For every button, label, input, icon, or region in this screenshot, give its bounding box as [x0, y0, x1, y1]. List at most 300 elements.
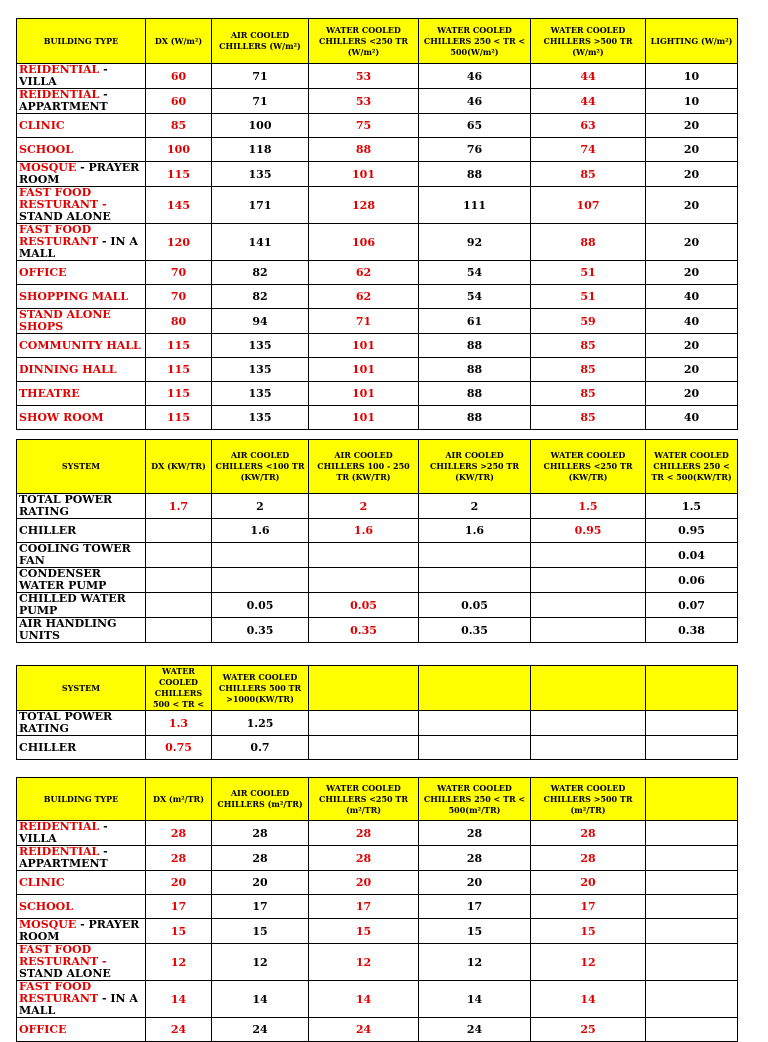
building-type-label: STAND ALONE SHOPS	[19, 308, 111, 333]
value-cell: 17	[212, 895, 309, 919]
value-cell: 80	[146, 309, 212, 334]
value-cell	[309, 543, 419, 568]
value-cell: 88	[419, 162, 531, 187]
value-cell: 65	[419, 114, 531, 138]
value-cell: 44	[531, 64, 646, 89]
value-cell: 20	[646, 114, 738, 138]
value-cell: 14	[146, 981, 212, 1018]
header-cell: WATER COOLED CHILLERS >500 TR (W/m²)	[531, 19, 646, 64]
header-cell: LIGHTING (W/m²)	[646, 19, 738, 64]
building-type-cell	[17, 406, 146, 430]
table-row	[17, 382, 738, 406]
value-cell	[309, 736, 419, 760]
value-cell: 28	[531, 821, 646, 846]
value-cell: 135	[212, 334, 309, 358]
value-cell: 0.75	[146, 736, 212, 760]
value-cell	[212, 543, 309, 568]
building-type-cell	[17, 944, 146, 981]
table-row	[17, 406, 738, 430]
value-cell: 20	[146, 871, 212, 895]
table-row	[17, 138, 738, 162]
table-row	[17, 618, 738, 643]
value-cell: 2	[212, 494, 309, 519]
value-cell: 12	[212, 944, 309, 981]
value-cell: 28	[146, 821, 212, 846]
value-cell: 118	[212, 138, 309, 162]
header-cell: WATER COOLED CHILLERS <250 TR (KW/TR)	[531, 440, 646, 494]
building-type-cell	[17, 138, 146, 162]
header-cell: WATER COOLED CHILLERS <250 TR (W/m²)	[309, 19, 419, 64]
value-cell: 92	[419, 224, 531, 261]
building-type-label: FAST FOOD RESTURANT	[19, 980, 99, 1005]
value-cell: 88	[309, 138, 419, 162]
building-type-label: REIDENTIAL	[19, 820, 100, 833]
value-cell: 53	[309, 64, 419, 89]
table-row	[17, 114, 738, 138]
value-cell: 25	[531, 1018, 646, 1042]
table-header-row	[17, 778, 738, 821]
system-name-cell: TOTAL POWER RATING	[17, 494, 146, 519]
value-cell: 120	[146, 224, 212, 261]
value-cell: 85	[531, 334, 646, 358]
table-row	[17, 871, 738, 895]
table-row	[17, 64, 738, 89]
value-cell: 20	[212, 871, 309, 895]
table-row	[17, 519, 738, 543]
table-row	[17, 944, 738, 981]
value-cell: 12	[531, 944, 646, 981]
value-cell: 40	[646, 406, 738, 430]
value-cell: 61	[419, 309, 531, 334]
value-cell	[646, 944, 738, 981]
value-cell: 101	[309, 406, 419, 430]
building-type-qualifier: - PRAYER ROOM	[19, 161, 140, 186]
value-cell: 88	[419, 406, 531, 430]
value-cell: 20	[646, 187, 738, 224]
value-cell: 24	[212, 1018, 309, 1042]
value-cell: 20	[531, 871, 646, 895]
value-cell: 53	[309, 89, 419, 114]
system-name-cell: COOLING TOWER FAN	[17, 543, 146, 568]
value-cell: 0.05	[212, 593, 309, 618]
header-cell: SYSTEM	[17, 440, 146, 494]
value-cell: 0.95	[531, 519, 646, 543]
building-type-cell	[17, 162, 146, 187]
value-cell: 51	[531, 285, 646, 309]
building-type-cell	[17, 981, 146, 1018]
header-cell: SYSTEM	[17, 666, 146, 711]
building-type-label: THEATRE	[19, 386, 80, 400]
building-type-qualifier: - APPARTMENT	[19, 88, 108, 113]
system-name-cell: CHILLER	[17, 736, 146, 760]
value-cell	[531, 736, 646, 760]
value-cell: 15	[146, 919, 212, 944]
value-cell: 63	[531, 114, 646, 138]
building-type-qualifier: - APPARTMENT	[19, 845, 108, 870]
value-cell: 20	[646, 162, 738, 187]
building-type-qualifier: - IN A MALL	[19, 992, 138, 1017]
value-cell: 24	[309, 1018, 419, 1042]
value-cell: 20	[419, 871, 531, 895]
value-cell: 115	[146, 334, 212, 358]
header-cell: AIR COOLED CHILLERS 100 - 250 TR (KW/TR)	[309, 440, 419, 494]
value-cell: 0.04	[646, 543, 738, 568]
system-name-cell: CONDENSER WATER PUMP	[17, 568, 146, 593]
value-cell: 101	[309, 334, 419, 358]
header-cell: WATER COOLED CHILLERS 500 < TR <	[146, 666, 212, 711]
value-cell: 106	[309, 224, 419, 261]
value-cell: 135	[212, 382, 309, 406]
system-name-cell: AIR HANDLING UNITS	[17, 618, 146, 643]
value-cell: 46	[419, 89, 531, 114]
value-cell: 0.07	[646, 593, 738, 618]
header-cell	[309, 666, 419, 711]
value-cell	[646, 981, 738, 1018]
value-cell	[146, 519, 212, 543]
value-cell: 74	[531, 138, 646, 162]
value-cell	[146, 543, 212, 568]
table-row	[17, 285, 738, 309]
building-type-label: MOSQUE	[19, 161, 77, 174]
building-type-label: OFFICE	[19, 1022, 67, 1036]
header-cell: BUILDING TYPE	[17, 19, 146, 64]
table-row	[17, 494, 738, 519]
building-type-cell	[17, 358, 146, 382]
building-type-qualifier: - VILLA	[19, 63, 108, 88]
building-type-qualifier: - IN A MALL	[19, 235, 138, 260]
header-cell: AIR COOLED CHILLERS (m²/TR)	[212, 778, 309, 821]
value-cell: 51	[531, 261, 646, 285]
value-cell: 28	[309, 846, 419, 871]
table-row	[17, 543, 738, 568]
value-cell	[531, 618, 646, 643]
value-cell: 17	[309, 895, 419, 919]
system-name-cell: TOTAL POWER RATING	[17, 711, 146, 736]
building-type-label: SHOW ROOM	[19, 410, 104, 424]
table-header-row	[17, 440, 738, 494]
value-cell: 62	[309, 261, 419, 285]
value-cell: 12	[419, 944, 531, 981]
value-cell: 85	[531, 358, 646, 382]
table-row	[17, 187, 738, 224]
building-type-label: DINNING HALL	[19, 362, 117, 376]
value-cell: 60	[146, 64, 212, 89]
building-type-label: REIDENTIAL	[19, 845, 100, 858]
value-cell: 20	[646, 261, 738, 285]
value-cell: 71	[309, 309, 419, 334]
table-row	[17, 568, 738, 593]
value-cell: 115	[146, 406, 212, 430]
value-cell	[646, 1018, 738, 1042]
building-type-cell	[17, 261, 146, 285]
value-cell: 1.5	[646, 494, 738, 519]
header-cell: WATER COOLED CHILLERS 500 TR >1000(KW/TR)	[212, 666, 309, 711]
building-type-label: SHOPPING MALL	[19, 289, 129, 303]
value-cell: 115	[146, 162, 212, 187]
value-cell: 14	[309, 981, 419, 1018]
value-cell	[212, 568, 309, 593]
building-type-label: MOSQUE	[19, 918, 77, 931]
building-type-label: FAST FOOD RESTURANT	[19, 223, 99, 248]
table-row	[17, 162, 738, 187]
value-cell: 14	[419, 981, 531, 1018]
building-type-qualifier: - VILLA	[19, 820, 108, 845]
value-cell: 0.38	[646, 618, 738, 643]
building-type-label: REIDENTIAL	[19, 63, 100, 76]
header-cell: AIR COOLED CHILLERS >250 TR (KW/TR)	[419, 440, 531, 494]
value-cell: 28	[212, 846, 309, 871]
value-cell: 28	[531, 846, 646, 871]
value-cell: 15	[419, 919, 531, 944]
building-type-qualifier: STAND ALONE	[19, 967, 111, 980]
table-row	[17, 334, 738, 358]
value-cell: 1.25	[212, 711, 309, 736]
value-cell: 0.95	[646, 519, 738, 543]
building-type-cell	[17, 895, 146, 919]
building-type-cell	[17, 821, 146, 846]
value-cell: 1.6	[212, 519, 309, 543]
value-cell: 14	[212, 981, 309, 1018]
value-cell: 88	[419, 382, 531, 406]
value-cell: 75	[309, 114, 419, 138]
value-cell: 14	[531, 981, 646, 1018]
value-cell: 60	[146, 89, 212, 114]
table-row	[17, 593, 738, 618]
value-cell: 12	[146, 944, 212, 981]
value-cell: 46	[419, 64, 531, 89]
large-chiller-power-table	[16, 665, 738, 760]
value-cell: 85	[531, 406, 646, 430]
building-type-label: REIDENTIAL	[19, 88, 100, 101]
header-cell: WATER COOLED CHILLERS 250 < TR < 500(KW/TR)	[646, 440, 738, 494]
header-cell: WATER COOLED CHILLERS 250 < TR < 500(W/m²)	[419, 19, 531, 64]
building-type-cell	[17, 309, 146, 334]
header-cell: WATER COOLED CHILLERS <250 TR (m²/TR)	[309, 778, 419, 821]
table-row	[17, 736, 738, 760]
value-cell	[531, 543, 646, 568]
header-cell	[646, 666, 738, 711]
value-cell: 100	[146, 138, 212, 162]
value-cell: 135	[212, 406, 309, 430]
value-cell	[419, 711, 531, 736]
value-cell: 171	[212, 187, 309, 224]
value-cell: 101	[309, 382, 419, 406]
value-cell: 107	[531, 187, 646, 224]
value-cell: 62	[309, 285, 419, 309]
building-type-qualifier: - PRAYER ROOM	[19, 918, 140, 943]
value-cell: 28	[419, 846, 531, 871]
building-type-qualifier: STAND ALONE	[19, 210, 111, 223]
table-row	[17, 224, 738, 261]
value-cell: 15	[309, 919, 419, 944]
value-cell: 17	[146, 895, 212, 919]
value-cell: 12	[309, 944, 419, 981]
value-cell: 20	[309, 871, 419, 895]
table-row	[17, 895, 738, 919]
value-cell: 85	[531, 162, 646, 187]
value-cell: 88	[419, 334, 531, 358]
building-type-label: FAST FOOD RESTURANT -	[19, 943, 107, 968]
value-cell: 28	[419, 821, 531, 846]
table-row	[17, 919, 738, 944]
building-type-cell	[17, 919, 146, 944]
value-cell	[146, 593, 212, 618]
value-cell: 1.7	[146, 494, 212, 519]
building-type-label: CLINIC	[19, 118, 65, 132]
value-cell: 44	[531, 89, 646, 114]
value-cell: 2	[419, 494, 531, 519]
value-cell: 15	[212, 919, 309, 944]
header-cell	[531, 666, 646, 711]
value-cell: 28	[146, 846, 212, 871]
power-rating-table	[16, 439, 738, 643]
system-name-cell: CHILLED WATER PUMP	[17, 593, 146, 618]
value-cell	[309, 568, 419, 593]
value-cell: 115	[146, 382, 212, 406]
system-name-cell: CHILLER	[17, 519, 146, 543]
value-cell: 70	[146, 285, 212, 309]
value-cell: 70	[146, 261, 212, 285]
building-type-label: OFFICE	[19, 265, 67, 279]
value-cell	[419, 568, 531, 593]
value-cell: 15	[531, 919, 646, 944]
value-cell: 115	[146, 358, 212, 382]
value-cell: 0.7	[212, 736, 309, 760]
value-cell	[531, 593, 646, 618]
table-body	[17, 64, 738, 430]
value-cell: 20	[646, 334, 738, 358]
table-row	[17, 261, 738, 285]
value-cell: 28	[212, 821, 309, 846]
building-type-cell	[17, 89, 146, 114]
value-cell: 1.6	[419, 519, 531, 543]
value-cell: 0.35	[309, 618, 419, 643]
value-cell: 76	[419, 138, 531, 162]
value-cell: 101	[309, 358, 419, 382]
table-body	[17, 494, 738, 643]
value-cell	[146, 568, 212, 593]
table-row	[17, 89, 738, 114]
table-header-row	[17, 666, 738, 711]
value-cell: 10	[646, 89, 738, 114]
table-row	[17, 1018, 738, 1042]
header-cell: AIR COOLED CHILLERS <100 TR (KW/TR)	[212, 440, 309, 494]
value-cell: 59	[531, 309, 646, 334]
value-cell: 100	[212, 114, 309, 138]
value-cell: 2	[309, 494, 419, 519]
value-cell	[419, 543, 531, 568]
building-type-cell	[17, 1018, 146, 1042]
value-cell: 20	[646, 382, 738, 406]
value-cell: 82	[212, 285, 309, 309]
value-cell: 1.5	[531, 494, 646, 519]
value-cell: 94	[212, 309, 309, 334]
value-cell: 101	[309, 162, 419, 187]
table-row	[17, 711, 738, 736]
building-type-label: COMMUNITY HALL	[19, 338, 141, 352]
value-cell: 40	[646, 309, 738, 334]
value-cell: 71	[212, 64, 309, 89]
value-cell: 0.05	[309, 593, 419, 618]
value-cell	[419, 736, 531, 760]
value-cell: 54	[419, 261, 531, 285]
value-cell	[646, 895, 738, 919]
value-cell: 17	[419, 895, 531, 919]
header-cell	[646, 778, 738, 821]
table-row	[17, 358, 738, 382]
table-row	[17, 981, 738, 1018]
value-cell	[146, 618, 212, 643]
value-cell: 1.3	[146, 711, 212, 736]
building-type-label: CLINIC	[19, 875, 65, 889]
value-cell: 88	[531, 224, 646, 261]
value-cell: 85	[146, 114, 212, 138]
value-cell	[646, 919, 738, 944]
building-type-cell	[17, 224, 146, 261]
value-cell: 71	[212, 89, 309, 114]
area-per-ton-table	[16, 777, 738, 1042]
building-type-label: SCHOOL	[19, 899, 73, 913]
table-row	[17, 309, 738, 334]
header-cell: WATER COOLED CHILLERS >500 TR (m²/TR)	[531, 778, 646, 821]
value-cell: 82	[212, 261, 309, 285]
value-cell: 20	[646, 224, 738, 261]
value-cell: 20	[646, 138, 738, 162]
value-cell: 111	[419, 187, 531, 224]
value-cell: 20	[646, 358, 738, 382]
header-cell: DX (m²/TR)	[146, 778, 212, 821]
value-cell: 0.06	[646, 568, 738, 593]
header-cell	[419, 666, 531, 711]
value-cell	[531, 711, 646, 736]
value-cell: 135	[212, 358, 309, 382]
table-header-row	[17, 19, 738, 64]
building-type-cell	[17, 285, 146, 309]
value-cell: 54	[419, 285, 531, 309]
value-cell: 28	[309, 821, 419, 846]
value-cell: 145	[146, 187, 212, 224]
building-type-cell	[17, 64, 146, 89]
building-type-cell	[17, 846, 146, 871]
building-type-cell	[17, 871, 146, 895]
building-type-cell	[17, 187, 146, 224]
value-cell	[646, 846, 738, 871]
value-cell: 10	[646, 64, 738, 89]
lighting-load-table	[16, 18, 738, 430]
table-row	[17, 846, 738, 871]
table-body	[17, 711, 738, 760]
value-cell	[531, 568, 646, 593]
building-type-label: SCHOOL	[19, 142, 73, 156]
table-row	[17, 821, 738, 846]
table-body	[17, 821, 738, 1042]
value-cell	[646, 821, 738, 846]
value-cell: 135	[212, 162, 309, 187]
value-cell: 24	[419, 1018, 531, 1042]
building-type-cell	[17, 114, 146, 138]
value-cell	[646, 871, 738, 895]
value-cell: 17	[531, 895, 646, 919]
value-cell: 0.35	[419, 618, 531, 643]
value-cell	[646, 711, 738, 736]
value-cell: 128	[309, 187, 419, 224]
header-cell: BUILDING TYPE	[17, 778, 146, 821]
header-cell: AIR COOLED CHILLERS (W/m²)	[212, 19, 309, 64]
value-cell	[309, 711, 419, 736]
building-type-cell	[17, 334, 146, 358]
value-cell: 88	[419, 358, 531, 382]
building-type-cell	[17, 382, 146, 406]
